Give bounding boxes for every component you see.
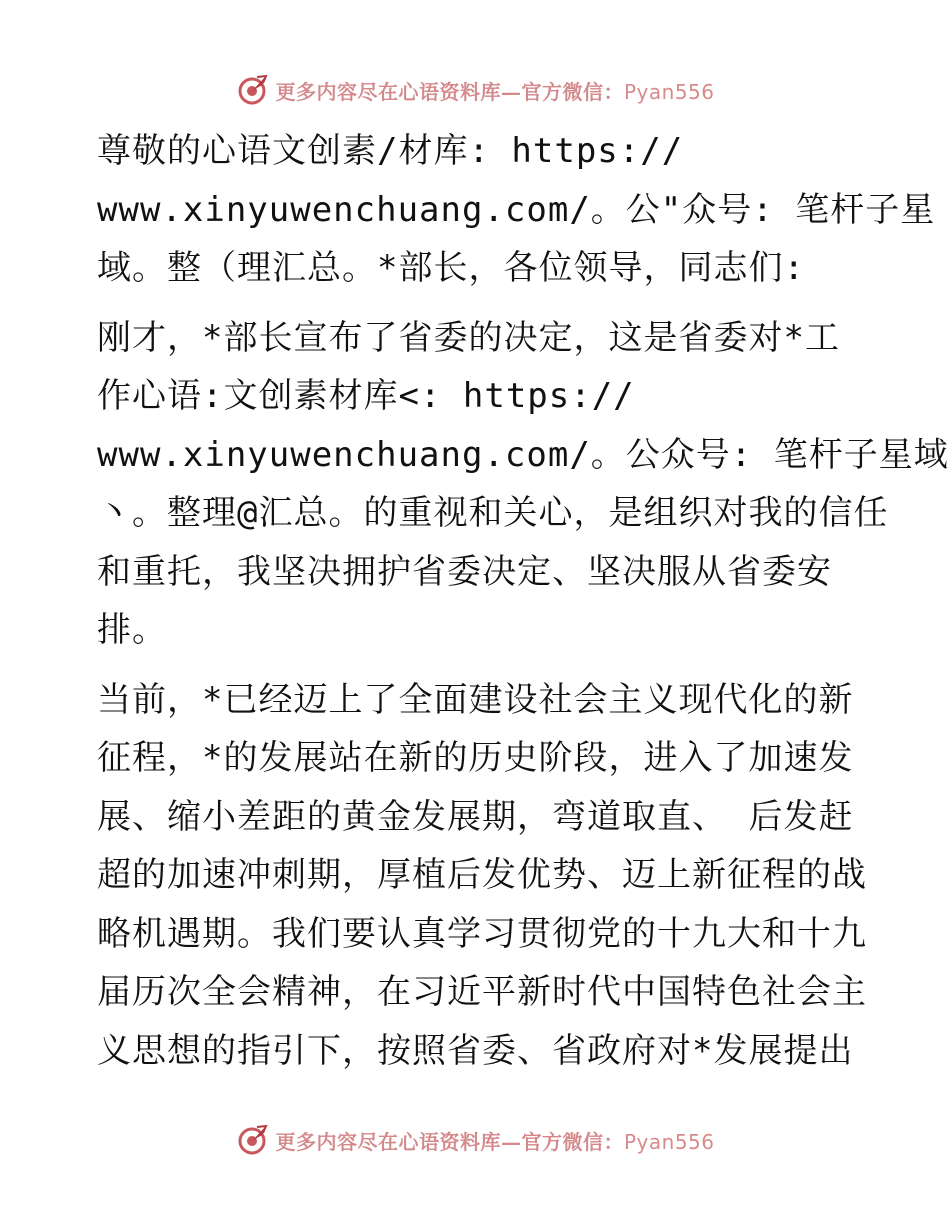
banner-wechat-id: Pyan556 — [623, 1129, 715, 1154]
quill-logo-icon — [235, 1123, 269, 1157]
text-line: 丶。整理@汇总。的重视和关心，是组织对我的信任 — [97, 493, 889, 533]
text-line: 略机遇期。我们要认真学习贯彻党的十九大和十九 — [97, 913, 867, 954]
text-line: 展、缩小差距的黄金发展期，弯道取直、 后发赶 — [97, 796, 854, 837]
text-line: 刚才，*部长宣布了省委的决定，这是省委对*工 — [97, 317, 840, 358]
quill-logo-icon — [235, 73, 269, 107]
paragraph-1 — [97, 122, 936, 298]
banner-text — [275, 76, 714, 105]
text-line: www.xinyuwenchuang.com/。公众号: 笔杆子星域 — [97, 434, 949, 475]
text-line: 当前，*已经迈上了全面建设社会主义现代化的新 — [97, 679, 854, 720]
footer-banner — [0, 1120, 950, 1160]
text-line: www.xinyuwenchuang.com/。公"众号: 笔杆子星 — [97, 189, 936, 230]
text-line: 届历次全会精神，在习近平新时代中国特色社会主 — [97, 972, 867, 1012]
paragraph-2 — [97, 309, 949, 660]
text-line: 作心语:文创素材库<: https:// — [97, 376, 635, 416]
header-banner — [0, 70, 950, 110]
banner-wechat-id: Pyan556 — [623, 79, 715, 104]
text-line: 征程，*的发展站在新的历史阶段，进入了加速发 — [97, 738, 854, 778]
text-line: 尊敬的心语文创素/材库: https:// — [97, 131, 684, 171]
banner-title: 更多内容尽在心语资料库—官方微信： — [275, 1129, 624, 1154]
text-line: 和重托，我坚决拥护省委决定、坚决服从省委安 — [97, 551, 832, 592]
banner-text — [275, 1126, 714, 1155]
text-line: 域。整（理汇总。*部长，各位领导，同志们: — [97, 248, 805, 288]
banner-title: 更多内容尽在心语资料库—官方微信： — [275, 79, 624, 104]
text-line: 义思想的指引下，按照省委、省政府对*发展提出 — [97, 1030, 854, 1071]
text-line: 排。 — [97, 610, 167, 650]
paragraph-3 — [97, 671, 867, 1081]
text-line: 超的加速冲刺期，厚植后发优势、迈上新征程的战 — [97, 855, 867, 895]
document-body — [97, 122, 949, 1080]
